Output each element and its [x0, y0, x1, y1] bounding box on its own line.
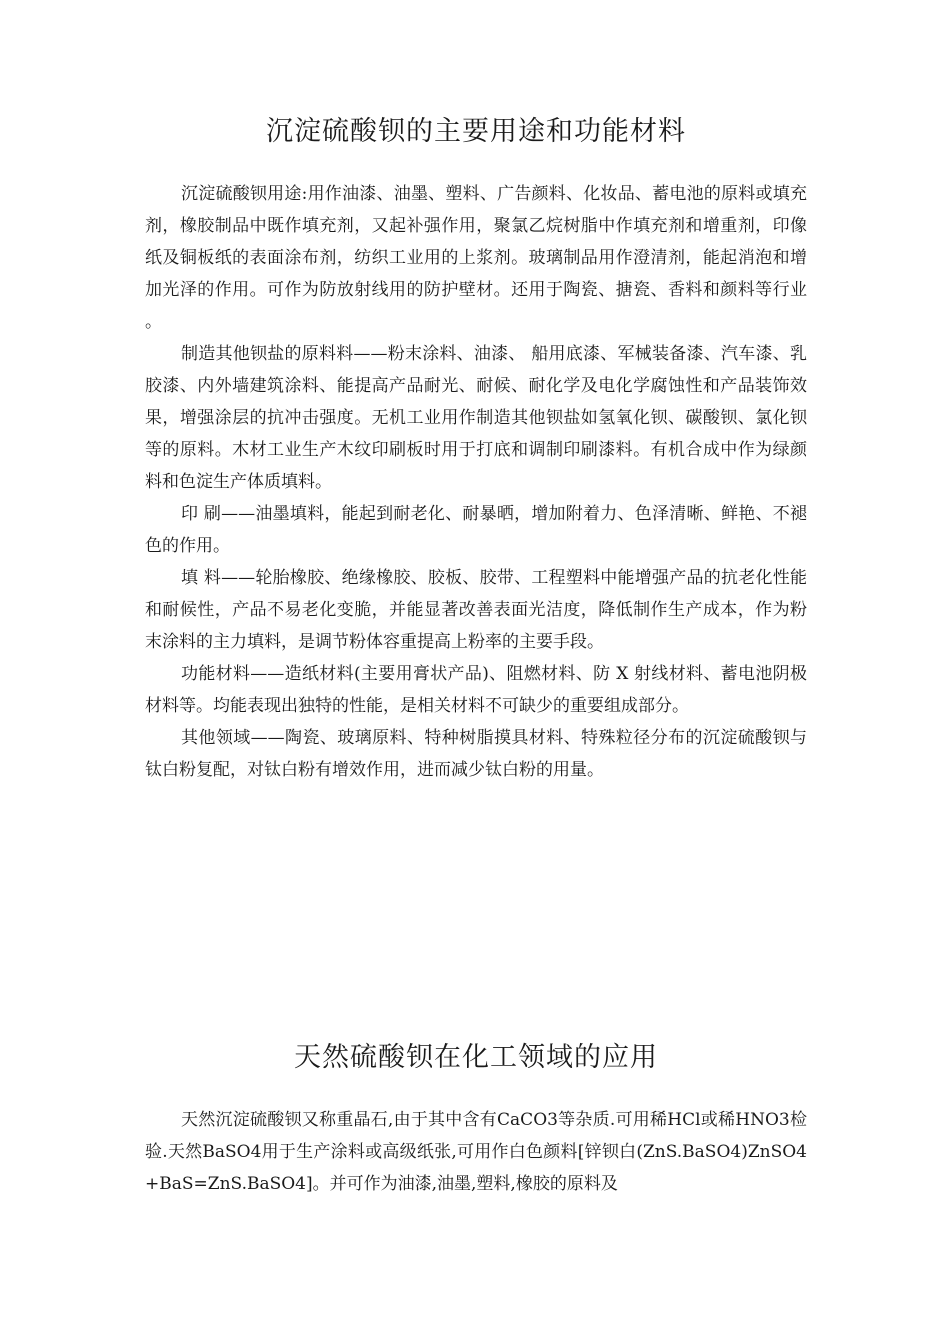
paragraph: 印 刷——油墨填料，能起到耐老化、耐暴晒，增加附着力、色泽清晰、鲜艳、不褪色的作用。 — [145, 504, 807, 556]
section-title: 沉淀硫酸钡的主要用途和功能材料 — [266, 116, 686, 147]
paragraph: 沉淀硫酸钡用途:用作油漆、油墨、塑料、广告颜料、化妆品、蓄电池的原料或填充剂，橡胶制品中既作填充剂，又起补强作用，聚氯乙烷树脂中作填充剂和增重剂，印像纸及铜板纸的表面涂布剂，纺织工业用的上浆剂。玻璃制品用作澄清剂，能起消泡和增加光泽的作用。可作为防放射线用的防护壁材。还用于陶瓷、搪瓷、香料和颜料等行业。 — [145, 184, 807, 332]
paragraph: 天然沉淀硫酸钡又称重晶石,由于其中含有CaCO3等杂质.可用稀HCl或稀HNO3检验.天然BaSO4用于生产涂料或高级纸张,可用作白色颜料[锌钡白(ZnS.BaSO4)ZnSO4+BaS=ZnS.BaSO4]。并可作为油漆,油墨,塑料,橡胶的原料及 — [145, 1110, 807, 1194]
paragraph: 功能材料——造纸材料(主要用膏状产品)、阻燃材料、防 X 射线材料、蓄电池阴极材料等。均能表现出独特的性能，是相关材料不可缺少的重要组成部分。 — [145, 664, 807, 716]
paragraph: 填 料——轮胎橡胶、绝缘橡胶、胶板、胶带、工程塑料中能增强产品的抗老化性能和耐候性，产品不易老化变脆，并能显著改善表面光洁度，降低制作生产成本，作为粉末涂料的主力填料，是调节粉体容重提高上粉率的主要手段。 — [145, 568, 807, 652]
section-title: 天然硫酸钡在化工领域的应用 — [294, 1042, 658, 1073]
section-natural-barium-sulfate — [145, 1038, 807, 1200]
section-barium-sulfate-uses — [145, 112, 807, 786]
paragraph: 其他领域——陶瓷、玻璃原料、特种树脂摸具材料、特殊粒径分布的沉淀硫酸钡与钛白粉复配，对钛白粉有增效作用，进而减少钛白粉的用量。 — [145, 728, 807, 780]
paragraph: 制造其他钡盐的原料料——粉末涂料、油漆、 船用底漆、军械装备漆、汽车漆、乳胶漆、内外墙建筑涂料、能提高产品耐光、耐候、耐化学及电化学腐蚀性和产品装饰效果，增强涂层的抗冲击强度。无机工业用作制造其他钡盐如氢氧化钡、碳酸钡、氯化钡等的原料。木材工业生产木纹印刷板时用于打底和调制印刷漆料。有机合成中作为绿颜料和色淀生产体质填料。 — [145, 344, 807, 492]
